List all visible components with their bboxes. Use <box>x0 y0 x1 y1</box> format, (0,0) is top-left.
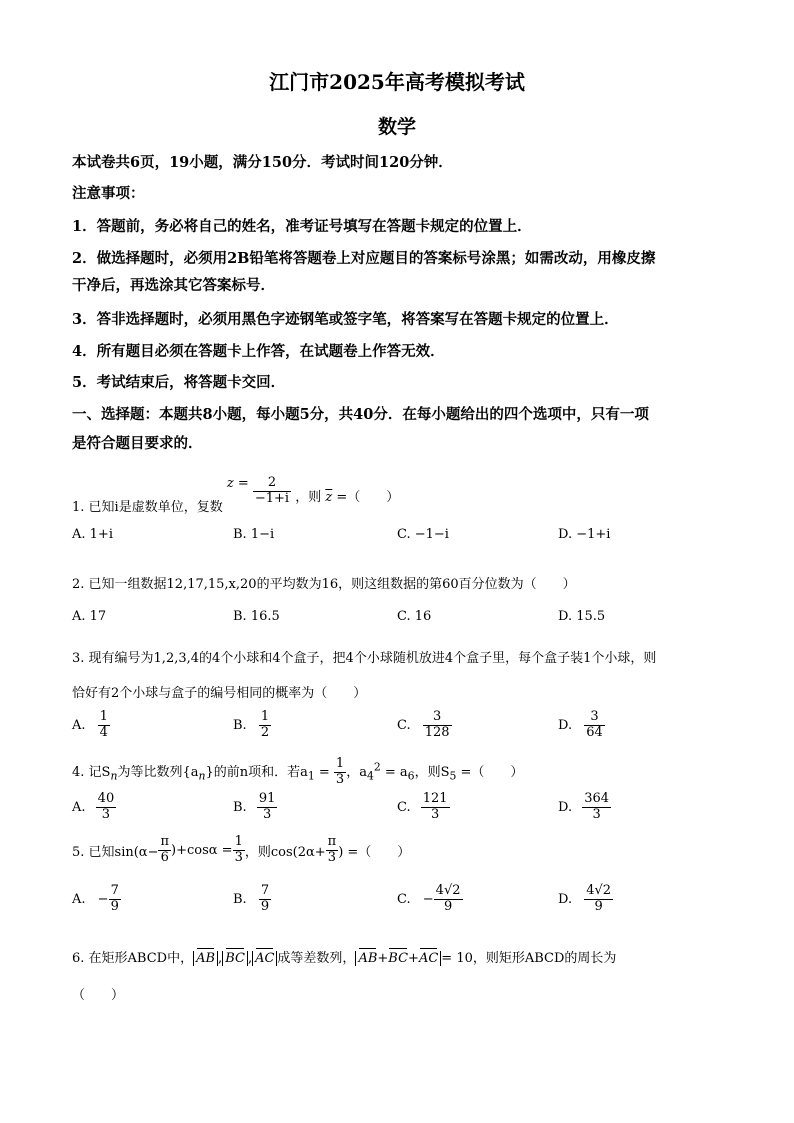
q2-option-b: B. 16.5 <box>233 609 280 624</box>
q3-option-c: C. $\frac{3}{128}$ <box>397 709 450 740</box>
notice-heading: 注意事项： <box>72 185 145 202</box>
q4-fraction: $\frac{1}{3}$ <box>335 756 345 787</box>
q3-option-a: A. $\frac{1}{4}$ <box>72 709 108 740</box>
question-6: 6. 在矩形ABCD中， AB , BC , AC 成等差数列， AB+BC+AC = 10，则矩形ABCD的周长为 <box>72 951 617 966</box>
q1-option-b: B. 1−i <box>233 527 275 542</box>
q3-option-b: B. $\frac{1}{2}$ <box>233 709 270 740</box>
q1-option-a: A. 1+i <box>72 527 113 542</box>
exam-summary: 本试卷共6页，19小题，满分150分．考试时间120分钟． <box>72 154 453 171</box>
notice-item: 2．做选择题时，必须用2B铅笔将答题卷上对应题目的答案标号涂黑；如需改动，用橡皮擦 <box>72 250 656 267</box>
q5-option-d: D. $\frac{4√2}{9}$ <box>558 883 612 914</box>
subject-title: 数学 <box>377 116 416 138</box>
question-4: 4. 记$S_n$为等比数列$\{a_n\}$的前n项和．若$a_1$ = $\frac{1}{3}$ ，$a_4^2 = a_6$，则$S_5$ =（ ） <box>72 756 524 787</box>
q1-option-c: C. −1−i <box>397 527 449 542</box>
notice-item: 4．所有题目必须在答题卡上作答，在试题卷上作答无效． <box>72 343 445 360</box>
question-3: 3. 现有编号为1,2,3,4的4个小球和4个盒子，把4个小球随机放进4个盒子里，每个盒子装1个小球，则 <box>72 651 657 666</box>
q5-option-a: A. − $\frac{7}{9}$ <box>72 883 119 914</box>
exam-title: 江门市2025年高考模拟考试 <box>269 70 525 94</box>
notice-item: 1．答题前，务必将自己的姓名，准考证号填写在答题卡规定的位置上． <box>72 218 532 235</box>
q5-option-c: C. − $\frac{4√2}{9}$ <box>397 883 461 914</box>
q4-option-c: C. $\frac{121}{3}$ <box>397 791 448 822</box>
notice-item: 干净后，再选涂其它答案标号． <box>72 277 275 294</box>
q1-zbar: $\overline{z}$ <box>325 489 333 505</box>
q1-z: z = <box>226 475 249 491</box>
q1-then: ，则 <box>295 489 322 505</box>
question-5: 5. 已知sin(α− $\frac{\pi}{6}$ )+cosα = $\frac{1}{3}$ ，则cos(2α+ $\frac{\pi}{3}$ ) =（ ） <box>72 834 411 865</box>
q1-eq: =（ ） <box>336 489 400 505</box>
question-2: 2. 已知一组数据12,17,15,x,20的平均数为16，则这组数据的第60百分位数为（ ） <box>72 577 576 592</box>
q4-option-d: D. $\frac{364}{3}$ <box>558 791 610 822</box>
q3-option-d: D. $\frac{3}{64}$ <box>558 709 603 740</box>
section-heading-cont: 是符合题目要求的． <box>72 435 203 452</box>
q2-option-c: C. 16 <box>397 609 432 624</box>
q2-option-d: D. 15.5 <box>558 609 606 624</box>
q1-fraction: $\frac{2}{-1+i}$ <box>254 475 290 506</box>
q1-option-d: D. −1+i <box>558 527 611 542</box>
notice-item: 3．答非选择题时，必须用黑色字迹钢笔或签字笔，将答案写在答题卡规定的位置上． <box>72 311 619 328</box>
question-3-cont: 恰好有2个小球与盒子的编号相同的概率为（ ） <box>72 686 367 701</box>
q1-stem: 1. 已知i是虚数单位，复数 <box>72 499 223 515</box>
question-6-cont: （ ） <box>72 988 125 1003</box>
q2-option-a: A. 17 <box>72 609 107 624</box>
notice-item: 5．考试结束后，将答题卡交回． <box>72 374 286 391</box>
q4-option-a: A. $\frac{40}{3}$ <box>72 791 115 822</box>
question-1 <box>72 468 400 515</box>
q5-option-b: B. $\frac{7}{9}$ <box>233 883 270 914</box>
q4-option-b: B. $\frac{91}{3}$ <box>233 791 276 822</box>
section-heading: 一、选择题：本题共8小题，每小题5分，共40分．在每小题给出的四个选项中，只有一项 <box>72 406 649 423</box>
